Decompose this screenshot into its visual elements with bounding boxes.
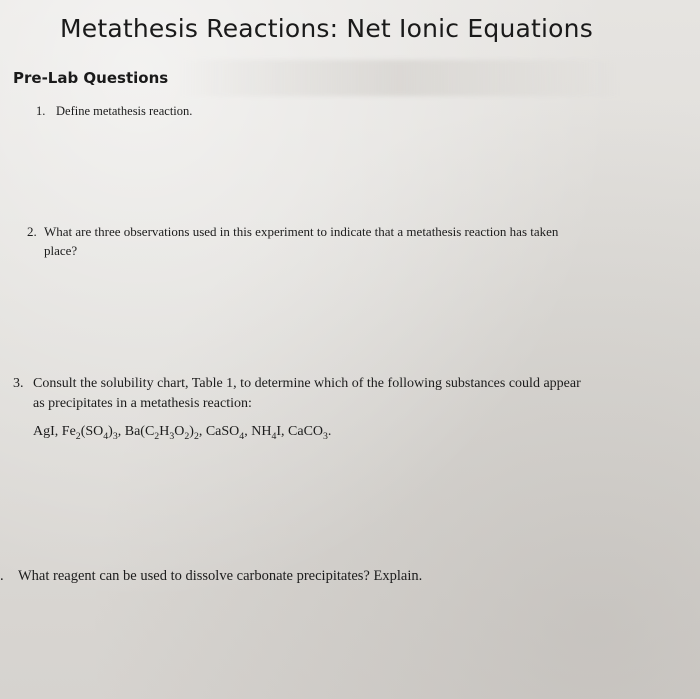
question-3 bbox=[13, 374, 683, 442]
formula-part: CaCO bbox=[288, 424, 324, 439]
formula-subscript: 3 bbox=[169, 430, 175, 442]
formula-nh4i bbox=[251, 424, 289, 442]
question-text-line-1: What are three observations used in this experiment to indicate that a metathesis reaction has taken bbox=[44, 224, 559, 239]
formula-part: , bbox=[244, 424, 252, 439]
formula-subscript: 4 bbox=[271, 430, 277, 442]
formula-part: ) bbox=[189, 424, 194, 439]
question-text: Define metathesis reaction. bbox=[56, 104, 193, 118]
formula-subscript: 2 bbox=[154, 430, 160, 442]
formula-subscript: 2 bbox=[75, 430, 81, 442]
question-number: 1. bbox=[36, 104, 46, 118]
formula-part: O bbox=[174, 424, 185, 439]
formula-part: , bbox=[198, 424, 206, 439]
formula-part: (SO bbox=[80, 424, 104, 439]
question-text-line-1: Consult the solubility chart, Table 1, to determine which of the following substances could appear bbox=[33, 376, 581, 391]
page-title: Metathesis Reactions: Net Ionic Equations bbox=[60, 14, 593, 43]
formula-subscript: 3 bbox=[323, 430, 328, 442]
question-number: . bbox=[0, 568, 4, 584]
formula-part: . bbox=[327, 424, 332, 439]
formula-agi: AgI, bbox=[33, 424, 62, 439]
formula-subscript: 4 bbox=[103, 430, 109, 442]
formula-part: Ba(C bbox=[124, 424, 155, 439]
formula-part: ) bbox=[108, 424, 113, 439]
section-heading: Pre-Lab Questions bbox=[13, 69, 169, 87]
formula-caso4 bbox=[205, 424, 252, 442]
question-2 bbox=[27, 222, 667, 260]
question-text-line-2: as precipitates in a metathesis reaction: bbox=[33, 396, 252, 411]
formula-part: H bbox=[159, 424, 170, 439]
question-4 bbox=[0, 568, 422, 585]
question-text-line-2: place? bbox=[44, 243, 78, 258]
formula-subscript: 3 bbox=[112, 430, 118, 442]
formula-subscript: 2 bbox=[184, 430, 190, 442]
formula-caco3 bbox=[288, 424, 332, 442]
substance-list bbox=[13, 422, 683, 442]
formula-part: I, bbox=[276, 424, 289, 439]
question-number: 2. bbox=[27, 224, 37, 239]
question-text: What reagent can be used to dissolve carbonate precipitates? Explain. bbox=[18, 568, 423, 584]
formula-fe2so43 bbox=[61, 424, 125, 442]
question-number: 3. bbox=[13, 376, 24, 391]
formula-subscript: 4 bbox=[239, 430, 245, 442]
formula-part: CaSO bbox=[205, 424, 240, 439]
bleed-through-shading bbox=[180, 60, 620, 96]
formula-subscript: 2 bbox=[193, 430, 199, 442]
formula-part: NH bbox=[251, 424, 272, 439]
formula-part: Fe bbox=[61, 424, 76, 439]
formula-part: , bbox=[117, 424, 125, 439]
question-1 bbox=[36, 104, 192, 119]
formula-bac2h3o22 bbox=[124, 424, 206, 442]
